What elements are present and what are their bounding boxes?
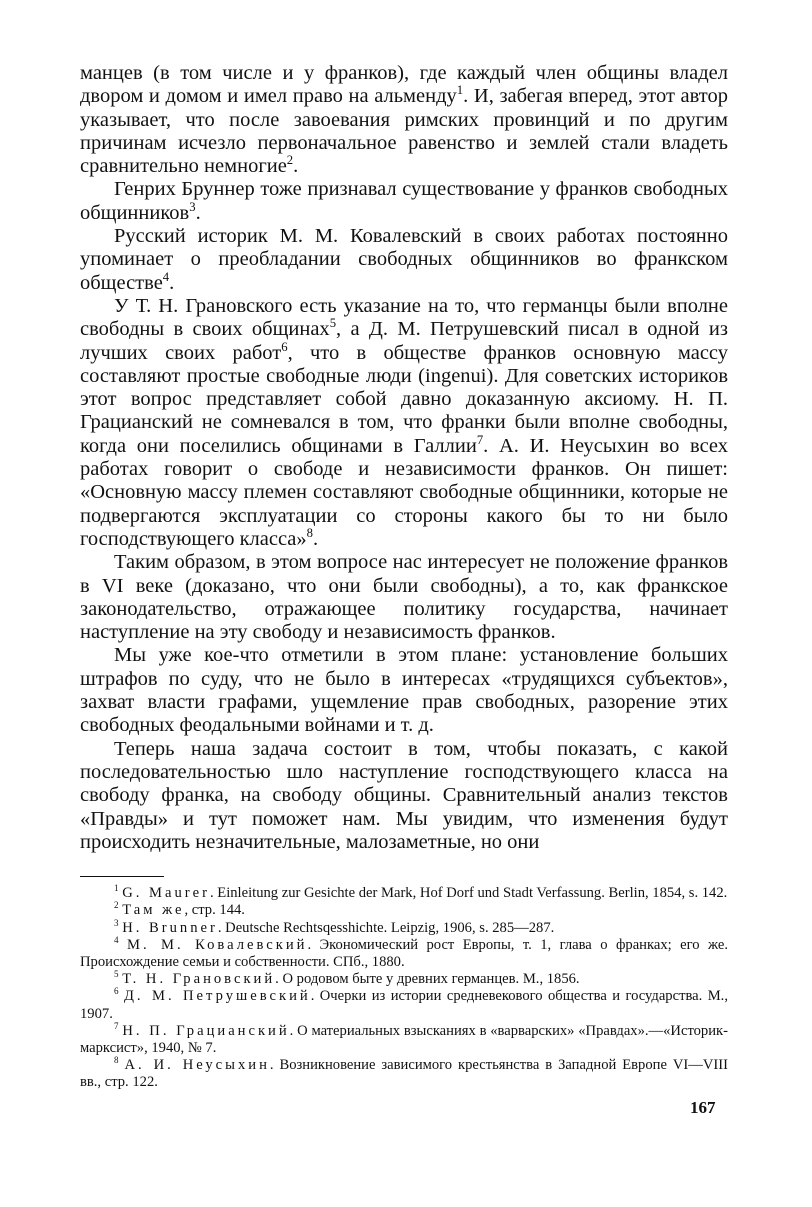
- page: [80, 62, 728, 1092]
- footnote: [80, 988, 728, 1022]
- paragraph-text: Генрих Бруннер тоже признавал существование у франков свободных общинников: [80, 178, 728, 224]
- footnote-divider: [80, 876, 164, 877]
- footnotes: [80, 885, 728, 1091]
- footnote-text: . Экономический рост Европы, т. 1, глава о франках; его же. Происхождение семьи и собственности. СПб., 1880.: [80, 936, 728, 970]
- footnote-ref[interactable]: 2: [286, 153, 294, 168]
- paragraph-4: [80, 295, 728, 551]
- footnote-author: Н. П. Грацианский: [122, 1022, 290, 1039]
- footnote-ref[interactable]: 5: [329, 316, 337, 331]
- paragraph-text: .: [195, 201, 201, 224]
- footnote: [80, 934, 728, 971]
- footnote-author: Д. М. Петрушевский: [123, 988, 311, 1005]
- paragraph-text: .: [293, 155, 299, 178]
- footnote-author: Там же: [122, 902, 185, 919]
- paragraph-text: манцев (в том числе и у франков), где каждый член общины владел двором и домом и имел право на альменду: [80, 62, 728, 108]
- paragraph-text: , что в обществе франков основную массу составляют простые свободные люди (ingenui). Для советских историков этот вопрос представляет собой давно доказанную аксиому. Н. П. Грацианский не сомневался в том, что франки были вполне свободны, когда они поселились общинами в Галлии: [80, 341, 728, 457]
- paragraph-6: Мы уже кое-что отметили в этом плане: установление больших штрафов по суду, что не было в интересах «трудящихся субъектов», захват власти графами, ущемление прав свободных, разорение этих свободных феодальными войнами и т. д.: [80, 644, 728, 737]
- footnote-text: . Einleitung zur Gesichte der Mark, Hof Dorf und Stadt Verfassung. Berlin, 1854, s. 142.: [209, 885, 728, 902]
- paragraph-3: [80, 225, 728, 295]
- footnote: [80, 917, 728, 937]
- footnote-ref[interactable]: 1: [456, 83, 464, 98]
- main-text: [80, 62, 728, 854]
- footnote-number: 7: [114, 1020, 119, 1031]
- paragraph-2: [80, 178, 728, 225]
- paragraph-text: Русский историк М. М. Ковалевский в своих работах постоянно упоминает о преобладании свободных общинников во франкском обществе: [80, 225, 728, 294]
- footnote: [80, 902, 728, 919]
- footnote: [80, 1057, 728, 1091]
- footnote-number: 1: [114, 883, 119, 894]
- footnote-number: 5: [114, 969, 119, 980]
- footnote-number: 4: [114, 934, 119, 945]
- footnote: [80, 885, 728, 902]
- paragraph-text: У Т. Н. Грановского есть указание на то, что германцы были вполне свободны в своих общинах: [80, 294, 728, 341]
- footnote: [80, 971, 728, 988]
- footnote-author: H. Brunner: [122, 919, 218, 936]
- footnote-number: 6: [114, 986, 119, 997]
- paragraph-1: [80, 62, 728, 178]
- footnote-author: G. Maurer: [122, 885, 210, 902]
- footnote-ref[interactable]: 8: [306, 526, 314, 541]
- footnote-number: 3: [114, 917, 119, 928]
- paragraph-text: .: [313, 527, 319, 550]
- footnote-number: 2: [114, 900, 119, 911]
- footnote-ref[interactable]: 7: [476, 432, 484, 447]
- footnote-text: . Deutsche Rechtsqesshichte. Leipzig, 1906, s. 285—287.: [217, 919, 555, 936]
- paragraph-5: Таким образом, в этом вопросе нас интересует не положение франков в VI веке (доказано, что они были свободны), а то, как франкское законодательство, отражающее политику государства, начинает наступление на эту свободу и независимость франков.: [80, 551, 728, 644]
- footnote-ref[interactable]: 3: [189, 199, 196, 214]
- footnote-ref[interactable]: 6: [281, 339, 288, 354]
- footnote-author: М. М. Ковалевский: [126, 936, 308, 953]
- paragraph-text: , а Д. М. Петрушевский писал в одной из лучших своих работ: [80, 318, 728, 364]
- footnote-text: , стр. 144.: [184, 902, 245, 919]
- paragraph-text: . А. И. Неусыхин во всех работах говорит о свободе и независимости франков. Он пишет: «Основную массу племен составляют свободные общинники, которые не подвергаются эксплуатации со стороны какого бы то ни было господствующего класса»: [80, 434, 728, 550]
- paragraph-text: .: [169, 271, 175, 294]
- footnote-number: 8: [114, 1055, 119, 1066]
- footnote-text: . О материальных взысканиях в «варварских» «Правдах».—«Историк-марксист», 1940, № 7.: [80, 1022, 728, 1056]
- footnote-ref[interactable]: 4: [162, 269, 170, 284]
- footnote-author: А. И. Неусыхин: [124, 1057, 270, 1074]
- paragraph-text: . И, забегая вперед, этот автор указывает, что после завоевания римских провинций и по другим причинам исчезло первоначальное равенство и землей стали владеть сравнительно немногие: [80, 85, 728, 178]
- footnote: [80, 1020, 728, 1057]
- footnote-author: Т. Н. Грановский: [122, 971, 276, 988]
- footnote-text: . О родовом быте у древних германцев. М., 1856.: [275, 971, 580, 988]
- footnote-text: . Возникновение зависимого крестьянства в Западной Европе VI—VIII вв., стр. 122.: [80, 1057, 728, 1091]
- footnote-text: . Очерки из истории средневекового общества и государства. М., 1907.: [80, 988, 728, 1022]
- paragraph-7: Теперь наша задача состоит в том, чтобы показать, с какой последовательностью шло наступление господствующего класса на свободу франка, на свободу общины. Сравнительный анализ текстов «Правды» и тут поможет нам. Мы увидим, что изменения будут происходить незначительные, малозаметные, но они: [80, 737, 728, 853]
- page-number: 167: [690, 1098, 716, 1117]
